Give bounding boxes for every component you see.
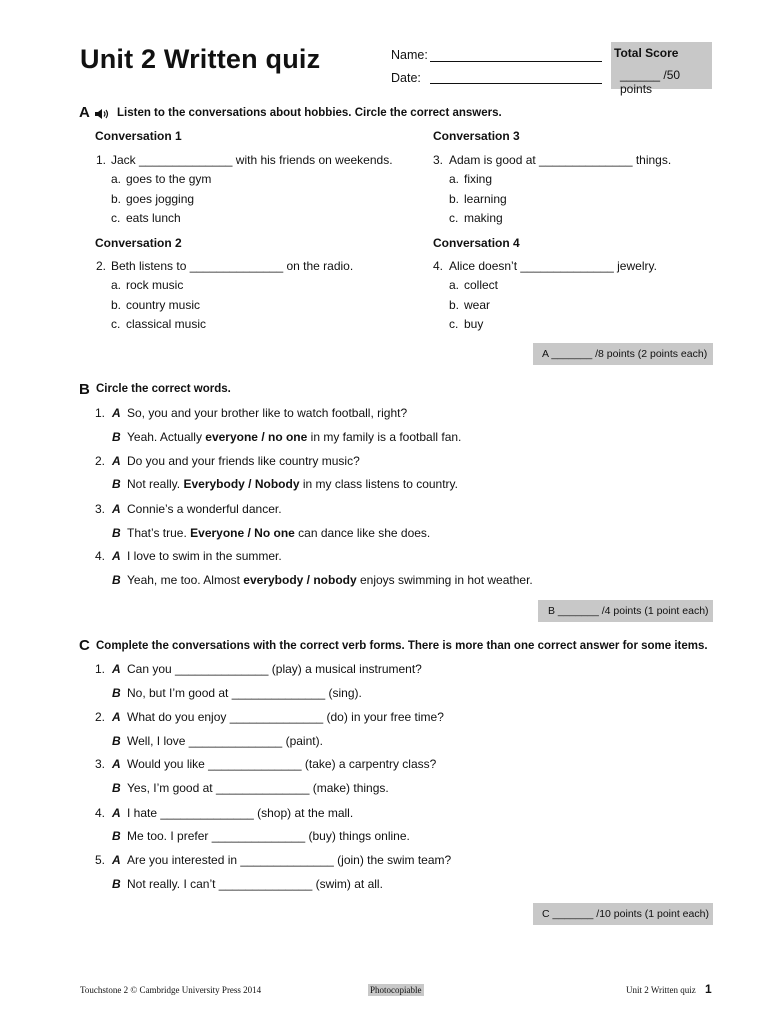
speaker-b: B [112, 781, 121, 795]
c3-line-b: Yes, I’m good at ______________ (make) things. [127, 781, 389, 795]
item-number: 3. [95, 502, 106, 516]
section-a-points: A _______ /8 points (2 points each) [533, 343, 713, 365]
c4-line-a: I hate ______________ (shop) at the mall. [127, 806, 354, 820]
item-number: 4. [95, 806, 106, 820]
option-2a[interactable]: rock music [126, 278, 184, 292]
option-2b[interactable]: country music [126, 298, 201, 312]
speaker-b: B [112, 526, 121, 540]
photocopiable-badge: Photocopiable [370, 985, 422, 995]
section-b-letter: B [79, 381, 90, 398]
footer-copyright: Touchstone 2 © Cambridge University Press 2014 [80, 985, 262, 995]
question-number: 1. [96, 153, 107, 167]
option-label: c. [111, 317, 121, 331]
speaker-b: B [112, 686, 121, 700]
item-number: 1. [95, 662, 106, 676]
name-field[interactable] [430, 61, 602, 62]
option-label: b. [449, 298, 460, 312]
b4-choice[interactable]: everybody / nobody [243, 573, 357, 587]
item-number: 4. [95, 549, 106, 563]
b3-choice[interactable]: Everyone / No one [190, 526, 295, 540]
footer-title: Unit 2 Written quiz [626, 985, 696, 995]
option-label: c. [449, 211, 459, 225]
speaker-a: A [112, 454, 121, 468]
b3-line-a: Connie’s a wonderful dancer. [127, 502, 282, 516]
speaker-b: B [112, 573, 121, 587]
total-score-box [611, 42, 712, 96]
conversation-1-title: Conversation 1 [95, 129, 182, 143]
option-label: a. [111, 278, 122, 292]
speaker-b: B [112, 430, 121, 444]
option-label: b. [111, 298, 122, 312]
speaker-b: B [112, 877, 121, 891]
option-3c[interactable]: making [464, 211, 503, 225]
conversation-3-title: Conversation 3 [433, 129, 520, 143]
item-number: 1. [95, 406, 106, 420]
b3-line-b: That’s true. Everyone / No one can dance like she does. [127, 526, 431, 540]
option-1a[interactable]: goes to the gym [126, 172, 212, 186]
speaker-a: A [112, 502, 121, 516]
option-label: c. [449, 317, 459, 331]
c5-line-b: Not really. I can’t ______________ (swim) at all. [127, 877, 383, 891]
option-label: b. [449, 192, 460, 206]
speaker-b: B [112, 734, 121, 748]
b1-choice[interactable]: everyone / no one [205, 430, 308, 444]
speaker-a: A [112, 710, 121, 724]
b1-line-a: So, you and your brother like to watch football, right? [127, 406, 408, 420]
c2-line-b: Well, I love ______________ (paint). [127, 734, 323, 748]
speaker-a: A [112, 806, 121, 820]
b2-choice[interactable]: Everybody / Nobody [183, 477, 300, 491]
question-3-text: Adam is good at ______________ things. [449, 153, 672, 167]
page-number: 1 [705, 982, 712, 996]
option-label: a. [111, 172, 122, 186]
section-c-instruction: Complete the conversations with the correct verb forms. There is more than one correct answer for some items. [96, 640, 708, 652]
c1-line-b: No, but I’m good at ______________ (sing). [127, 686, 362, 700]
question-1-text: Jack ______________ with his friends on weekends. [111, 153, 393, 167]
option-label: a. [449, 172, 460, 186]
option-label: c. [111, 211, 121, 225]
date-field[interactable] [430, 83, 602, 84]
name-label: Name: [391, 48, 428, 62]
question-number: 3. [433, 153, 444, 167]
total-score-label: Total Score [614, 46, 679, 60]
b4-line-b: Yeah, me too. Almost everybody / nobody enjoys swimming in hot weather. [127, 573, 533, 587]
speaker-a: A [112, 853, 121, 867]
option-2c[interactable]: classical music [126, 317, 207, 331]
option-label: b. [111, 192, 122, 206]
option-1b[interactable]: goes jogging [126, 192, 195, 206]
question-4-text: Alice doesn’t ______________ jewelry. [449, 259, 657, 273]
c2-line-a: What do you enjoy ______________ (do) in your free time? [127, 710, 444, 724]
item-number: 2. [95, 454, 106, 468]
c1-line-a: Can you ______________ (play) a musical instrument? [127, 662, 422, 676]
option-4b[interactable]: wear [464, 298, 491, 312]
item-number: 5. [95, 853, 106, 867]
b4-line-a: I love to swim in the summer. [127, 549, 282, 563]
c4-line-b: Me too. I prefer ______________ (buy) things online. [127, 829, 410, 843]
speaker-a: A [112, 757, 121, 771]
section-b-points: B _______ /4 points (1 point each) [538, 600, 713, 622]
audio-speaker-icon [94, 107, 110, 125]
item-number: 3. [95, 757, 106, 771]
section-a-letter: A [79, 104, 90, 121]
section-c-points: C _______ /10 points (1 point each) [533, 903, 713, 925]
question-2-text: Beth listens to ______________ on the radio. [111, 259, 354, 273]
speaker-a: A [112, 406, 121, 420]
section-a-instruction: Listen to the conversations about hobbies. Circle the correct answers. [117, 107, 502, 119]
speaker-b: B [112, 829, 121, 843]
section-c-letter: C [79, 637, 90, 654]
c3-line-a: Would you like ______________ (take) a carpentry class? [127, 757, 437, 771]
option-3a[interactable]: fixing [464, 172, 493, 186]
total-score-points: ______ /50 points [620, 68, 681, 96]
conversation-2-title: Conversation 2 [95, 236, 182, 250]
b1-line-b: Yeah. Actually everyone / no one in my family is a football fan. [127, 430, 462, 444]
option-3b[interactable]: learning [464, 192, 507, 206]
option-label: a. [449, 278, 460, 292]
item-number: 2. [95, 710, 106, 724]
b2-line-b: Not really. Everybody / Nobody in my class listens to country. [127, 477, 458, 491]
option-1c[interactable]: eats lunch [126, 211, 181, 225]
b2-line-a: Do you and your friends like country music? [127, 454, 360, 468]
date-label: Date: [391, 71, 421, 85]
option-4a[interactable]: collect [464, 278, 499, 292]
c5-line-a: Are you interested in ______________ (join) the swim team? [127, 853, 452, 867]
question-number: 2. [96, 259, 107, 273]
speaker-b: B [112, 477, 121, 491]
speaker-a: A [112, 549, 121, 563]
speaker-a: A [112, 662, 121, 676]
question-number: 4. [433, 259, 444, 273]
option-4c[interactable]: buy [464, 317, 484, 331]
page-title: Unit 2 Written quiz [80, 44, 321, 74]
section-b-instruction: Circle the correct words. [96, 383, 231, 395]
conversation-4-title: Conversation 4 [433, 236, 520, 250]
